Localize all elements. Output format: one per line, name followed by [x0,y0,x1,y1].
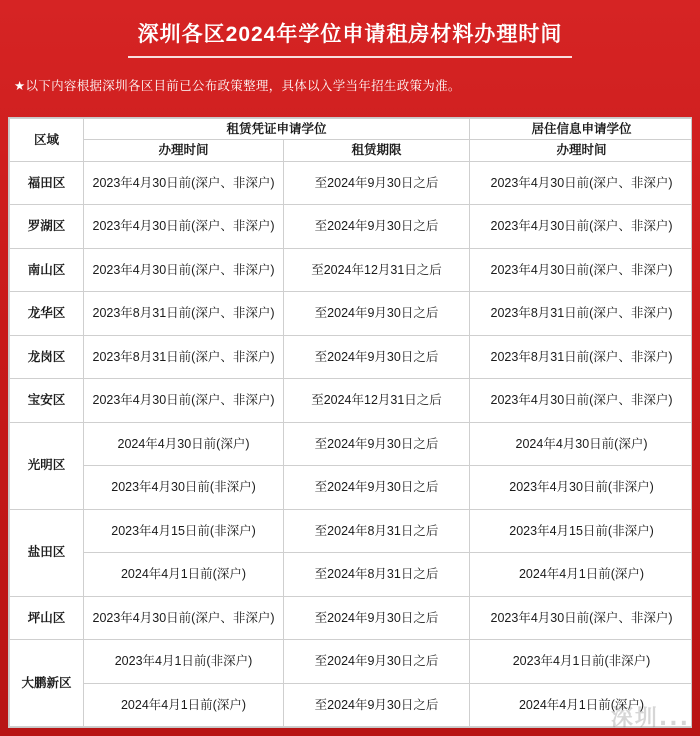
cell-resident-time: 2023年8月31日前(深户、非深户) [470,292,692,336]
cell-rent-time: 2023年4月30日前(深户、非深户) [84,596,284,640]
cell-region: 龙华区 [10,292,84,336]
watermark: 深圳... [610,706,690,731]
col-header-rent-period: 租赁期限 [284,140,470,161]
cell-rent-period: 至2024年9月30日之后 [284,596,470,640]
cell-rent-period: 至2024年9月30日之后 [284,640,470,684]
cell-rent-time: 2024年4月1日前(深户) [84,553,284,597]
cell-rent-time: 2023年4月30日前(深户、非深户) [84,205,284,249]
cell-resident-time: 2023年8月31日前(深户、非深户) [470,335,692,379]
cell-rent-period: 至2024年12月31日之后 [284,248,470,292]
table-row [10,683,693,727]
cell-rent-time: 2023年4月30日前(深户、非深户) [84,379,284,423]
col-header-group-rent: 租赁凭证申请学位 [84,119,470,140]
cell-rent-period: 至2024年9月30日之后 [284,292,470,336]
cell-resident-time: 2023年4月30日前(深户、非深户) [470,379,692,423]
cell-rent-time: 2024年4月1日前(深户) [84,683,284,727]
cell-resident-time: 2023年4月30日前(深户、非深户) [470,205,692,249]
cell-rent-period: 至2024年9月30日之后 [284,683,470,727]
table-row [10,379,693,423]
cell-rent-time: 2023年8月31日前(深户、非深户) [84,335,284,379]
cell-region: 龙岗区 [10,335,84,379]
data-table-frame [8,117,692,728]
cell-region: 坪山区 [10,596,84,640]
cell-rent-period: 至2024年9月30日之后 [284,422,470,466]
cell-rent-period: 至2024年9月30日之后 [284,161,470,205]
cell-rent-period: 至2024年9月30日之后 [284,466,470,510]
cell-region: 大鹏新区 [10,640,84,727]
cell-resident-time: 2024年4月30日前(深户) [470,422,692,466]
cell-resident-time: 2023年4月30日前(非深户) [470,466,692,510]
table-row [10,292,693,336]
cell-rent-time: 2023年4月1日前(非深户) [84,640,284,684]
cell-resident-time: 2023年4月30日前(深户、非深户) [470,161,692,205]
cell-resident-time: 2024年4月1日前(深户) [470,683,692,727]
table-row [10,640,693,684]
cell-region: 光明区 [10,422,84,509]
table-row [10,509,693,553]
table-row [10,335,693,379]
cell-rent-time: 2023年4月30日前(深户、非深户) [84,248,284,292]
cell-rent-period: 至2024年9月30日之后 [284,205,470,249]
data-table [9,118,692,727]
col-header-region: 区域 [10,119,84,162]
col-header-resident-time: 办理时间 [470,140,692,161]
cell-rent-time: 2024年4月30日前(深户) [84,422,284,466]
cell-resident-time: 2024年4月1日前(深户) [470,553,692,597]
page-title: 深圳各区2024年学位申请租房材料办理时间 [128,14,573,58]
poster-note: ★以下内容根据深圳各区目前已公布政策整理，具体以入学当年招生政策为准。 [14,79,461,93]
cell-rent-period: 至2024年9月30日之后 [284,335,470,379]
cell-resident-time: 2023年4月30日前(深户、非深户) [470,248,692,292]
table-header-row-1 [10,119,693,140]
cell-rent-time: 2023年4月30日前(非深户) [84,466,284,510]
cell-rent-period: 至2024年8月31日之后 [284,509,470,553]
table-header-row-2 [10,140,693,161]
poster-title-wrap [0,0,700,72]
cell-region: 南山区 [10,248,84,292]
cell-region: 宝安区 [10,379,84,423]
cell-resident-time: 2023年4月30日前(深户、非深户) [470,596,692,640]
col-header-rent-time: 办理时间 [84,140,284,161]
cell-region: 盐田区 [10,509,84,596]
table-row [10,466,693,510]
table-row [10,205,693,249]
cell-rent-time: 2023年8月31日前(深户、非深户) [84,292,284,336]
cell-rent-period: 至2024年8月31日之后 [284,553,470,597]
cell-resident-time: 2023年4月15日前(非深户) [470,509,692,553]
table-row [10,248,693,292]
cell-rent-time: 2023年4月30日前(深户、非深户) [84,161,284,205]
cell-rent-period: 至2024年12月31日之后 [284,379,470,423]
table-head [10,119,693,162]
table-row [10,596,693,640]
table-row [10,553,693,597]
cell-region: 福田区 [10,161,84,205]
cell-rent-time: 2023年4月15日前(非深户) [84,509,284,553]
cell-resident-time: 2023年4月1日前(非深户) [470,640,692,684]
col-header-group-resident: 居住信息申请学位 [470,119,692,140]
table-row [10,161,693,205]
cell-region: 罗湖区 [10,205,84,249]
table-body [10,161,693,727]
table-row [10,422,693,466]
